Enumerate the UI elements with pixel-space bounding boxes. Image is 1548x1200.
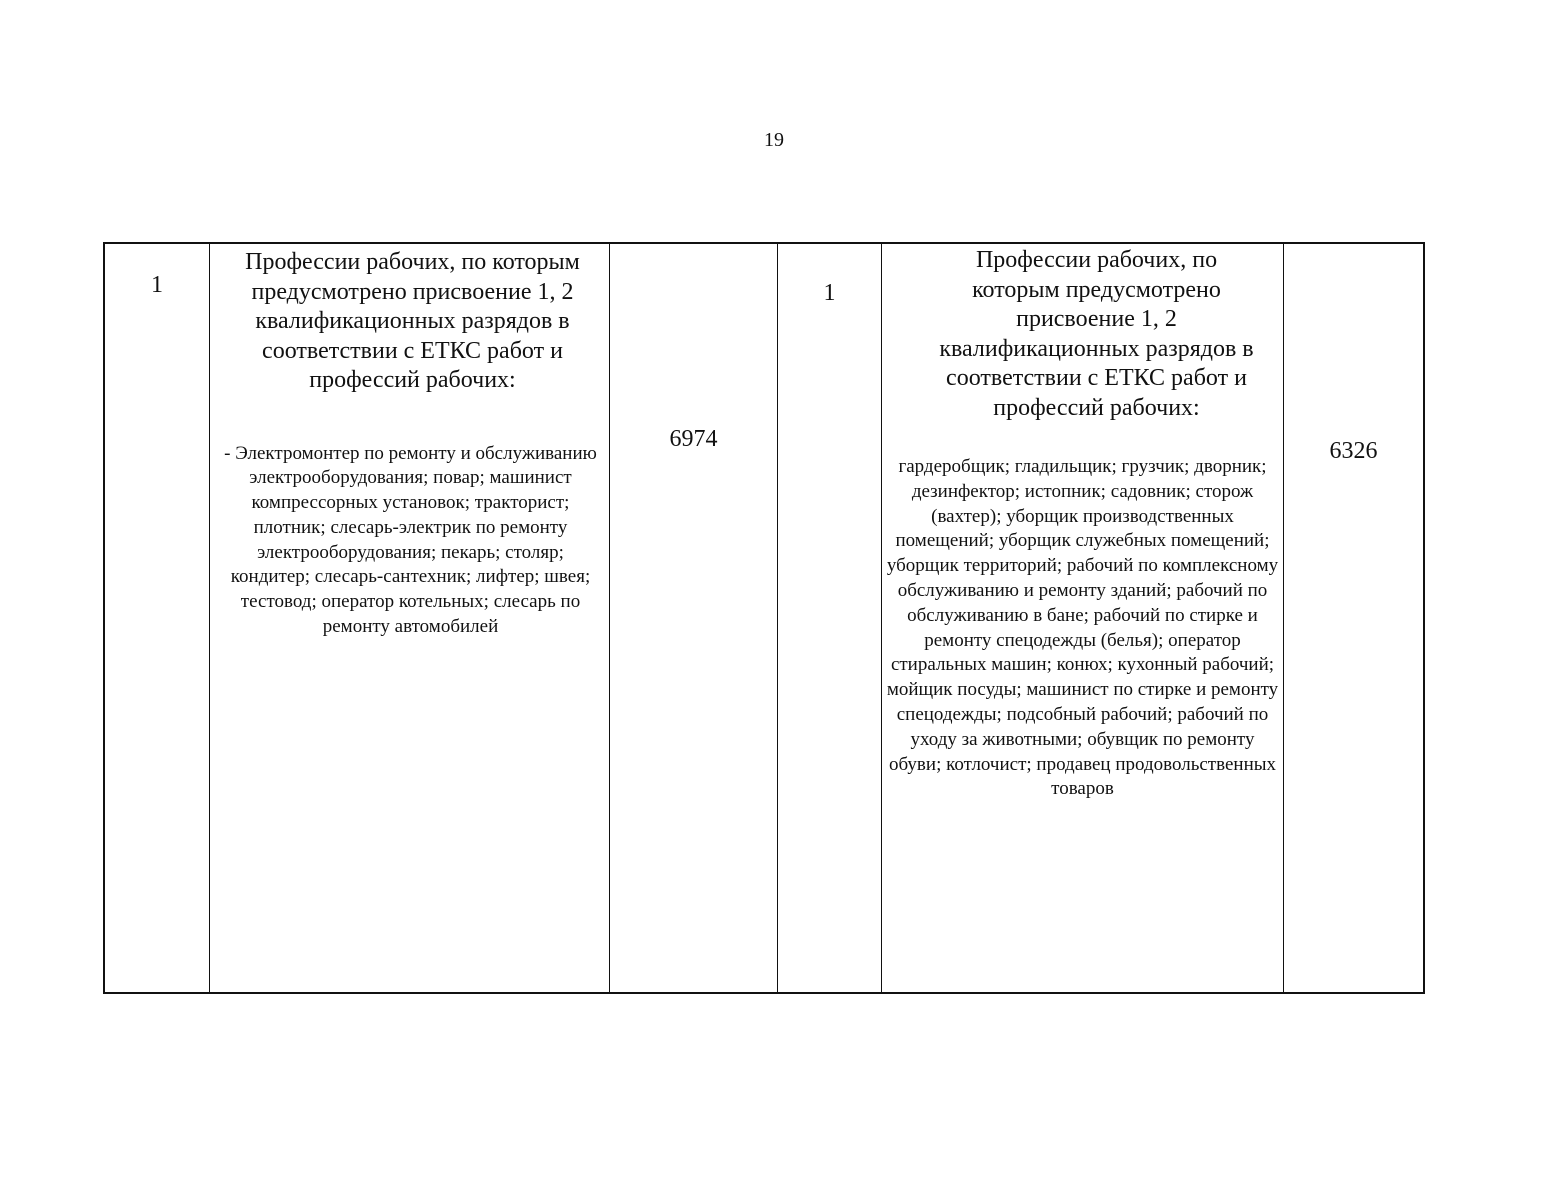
left-professions-list: - Электромонтер по ремонту и обслуживанию электрооборудования; повар; машинист компрессорных установок; тракторист; плотник; слесарь-электрик по ремонту электрооборудования; пекарь; столяр; кондитер; слесарь-сантехник; лифтер; швея; тестовод; оператор котельных; слесарь по ремонту автомобилей [224,442,597,638]
left-row-number: 1 [151,272,163,298]
right-value-cell [1284,244,1423,992]
right-row-number-cell [778,244,882,992]
left-value-cell [610,244,778,992]
right-value: 6326 [1329,438,1378,464]
page-number: 19 [764,129,784,151]
right-description-cell [882,244,1284,992]
right-professions-list: гардеробщик; гладильщик; грузчик; дворник; дезинфектор; истопник; садовник; сторож (вахтер); уборщик производственных помещений; уборщик служебных помещений; уборщик территорий; рабочий по комплексному обслуживанию и ремонту зданий; рабочий по обслуживанию в бане; рабочий по стирке и ремонту спецодежды (белья); оператор стиральных машин; конюх; кухонный рабочий; мойщик посуды; машинист по стирке и ремонту спецодежды; подсобный рабочий; рабочий по уходу за животными; обувщик по ремонту обуви; котлочист; продавец продовольственных товаров [886,456,1279,800]
left-value: 6974 [669,426,718,452]
left-heading: Профессии рабочих, по которым предусмотрено присвоение 1, 2 квалификационных разрядов в соответствии с ЕТКС работ и профессий рабочих: [245,249,580,393]
left-description-cell [210,244,610,992]
right-heading: Профессии рабочих, по которым предусмотрено присвоение 1, 2 квалификационных разрядов в соответствии с ЕТКС работ и профессий рабочих: [939,247,1254,421]
right-row-number: 1 [823,280,836,306]
left-row-number-cell [105,244,210,992]
professions-table [103,242,1425,994]
